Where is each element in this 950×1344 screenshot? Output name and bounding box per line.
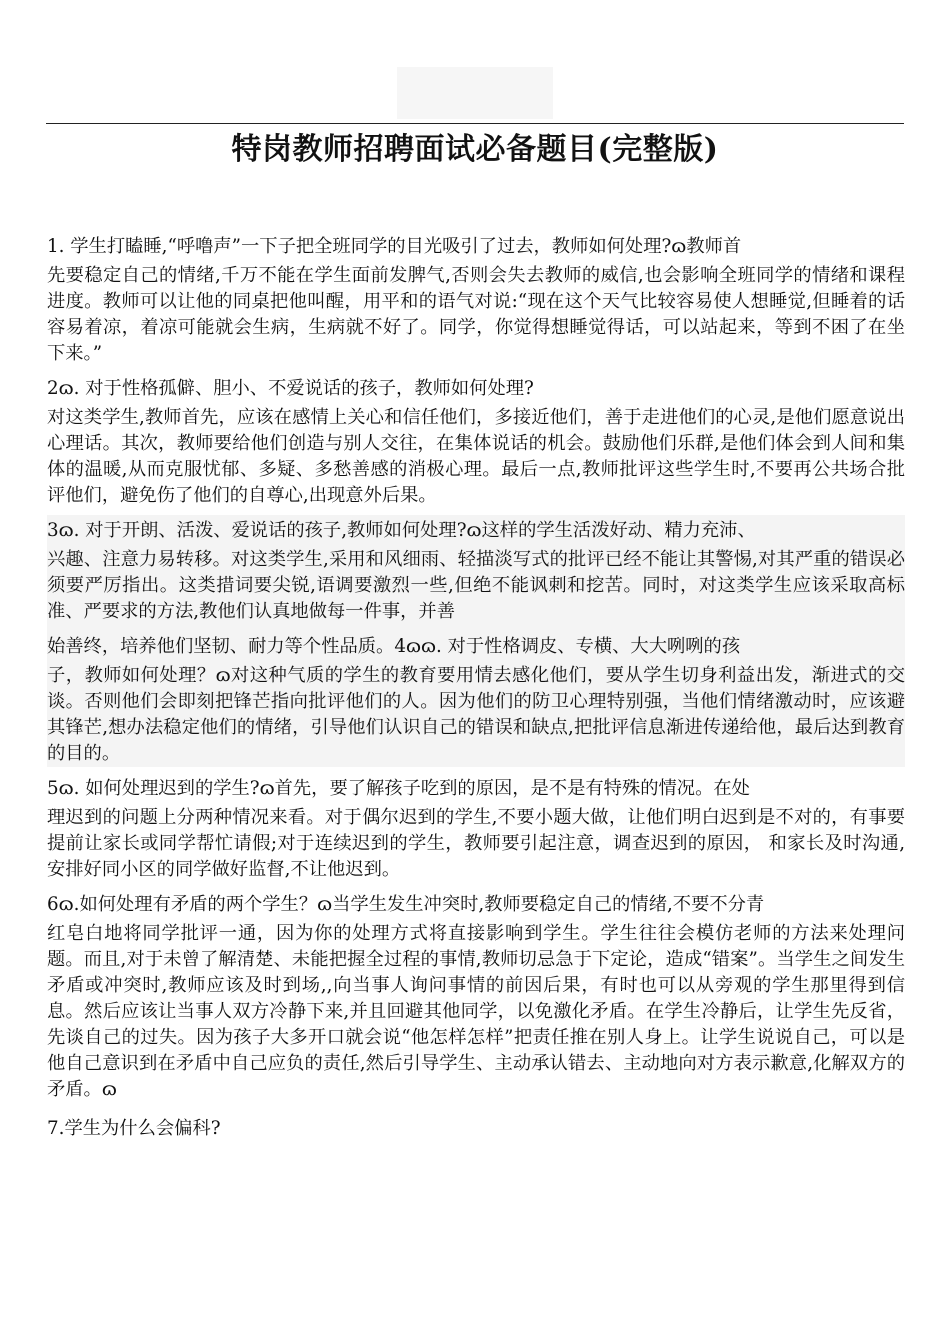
question-3-answer: 兴趣、注意力易转移。对这类学生,采用和风细雨、轻描淡写式的批评已经不能让其警惕,对其严重的错误必须要严厉指出。这类措词要尖锐,语调要激烈一些,但绝不能讽刺和挖苦。同时，对这类学生应该采取高标准、严要求的方法,教他们认真地做每一件事，并善 [47,549,905,622]
header-blank-patch [397,67,553,119]
question-4-heading: 始善终，培养他们坚韧、耐力等个性品质。4ɷɷ. 对于性格调皮、专横、大大咧咧的孩 [47,636,741,657]
question-1-heading: 1. 学生打瞌睡,“呼噜声”一下子把全班同学的目光吸引了过去，教师如何处理?ɷ教师首 [47,236,742,257]
question-3-heading: 3ɷ. 对于开朗、活泼、爱说话的孩子,教师如何处理?ɷ这样的学生活泼好动、精力充沛、 [47,520,756,541]
document-title: 特岗教师招聘面试必备题目(完整版) [231,132,719,167]
shaded-block [47,515,905,767]
question-2-heading: 2ɷ. 对于性格孤僻、胆小、不爱说话的孩子，教师如何处理? [47,378,534,399]
question-1-answer: 先要稳定自己的情绪,千万不能在学生面前发脾气,否则会失去教师的威信,也会影响全班同学的情绪和课程进度。教师可以让他的同桌把他叫醒，用平和的语气对说:“现在这个天气比较容易使人想睡觉,但睡着的话容易着凉，着凉可能就会生病，生病就不好了。同学，你觉得想睡觉得话，可以站起来，等到不困了在坐下来。” [47,265,905,364]
question-5-answer: 理迟到的问题上分两种情况来看。对于偶尔迟到的学生,不要小题大做，让他们明白迟到是不对的，有事要提前让家长或同学帮忙请假;对于连续迟到的学生，教师要引起注意，调查迟到的原因， 和家长及时沟通,安排好同小区的同学做好监督,不让他迟到。 [47,807,905,880]
question-6-answer: 红皂白地将同学批评一通，因为你的处理方式将直接影响到学生。学生往往会模仿老师的方法来处理问题。而且,对于未曾了解清楚、未能把握全过程的事情,教师切忌急于下定论，造成“错案”。当学生之间发生矛盾或冲突时,教师应该及时到场,,向当事人询问事情的前因后果，有时也可以从旁观的学生那里得到信息。然后应该让当事人双方冷静下来,并且回避其他同学，以免激化矛盾。在学生冷静后，让学生先反省，先谈自己的过失。因为孩子大多开口就会说“他怎样怎样”把责任推在别人身上。让学生说说自己，可以是他自己意识到在矛盾中自己应负的责任,然后引导学生、主动承认错去、主动地向对方表示歉意,化解双方的矛盾。ɷ [47,923,905,1100]
document-body [47,231,905,1145]
question-5-heading: 5ɷ. 如何处理迟到的学生?ɷ首先，要了解孩子吃到的原因，是不是有特殊的情况。在处 [47,778,750,799]
question-6-heading: 6ɷ.如何处理有矛盾的两个学生？ɷ当学生发生冲突时,教师要稳定自己的情绪,不要不分青 [47,894,765,915]
question-4-answer: 子，教师如何处理？ɷ对这种气质的学生的教育要用情去感化他们，要从学生切身利益出发，渐进式的交谈。否则他们会即刻把锋芒指向批评他们的人。因为他们的防卫心理特别强，当他们情绪激动时，应该避其锋芒,想办法稳定他们的情绪，引导他们认识自己的错误和缺点,把批评信息渐进传递给他，最后达到教育的目的。 [47,665,905,764]
question-7-heading: 7.学生为什么会偏科? [47,1118,221,1139]
header-rule [46,123,904,124]
question-2-answer: 对这类学生,教师首先，应该在感情上关心和信任他们，多接近他们，善于走进他们的心灵,是他们愿意说出心理话。其次，教师要给他们创造与别人交往，在集体说话的机会。鼓励他们乐群,是他们体会到人间和集体的温暖,从而克服忧郁、多疑、多愁善感的消极心理。最后一点,教师批评这些学生时,不要再公共场合批评他们，避免伤了他们的自尊心,出现意外后果。 [47,407,905,506]
